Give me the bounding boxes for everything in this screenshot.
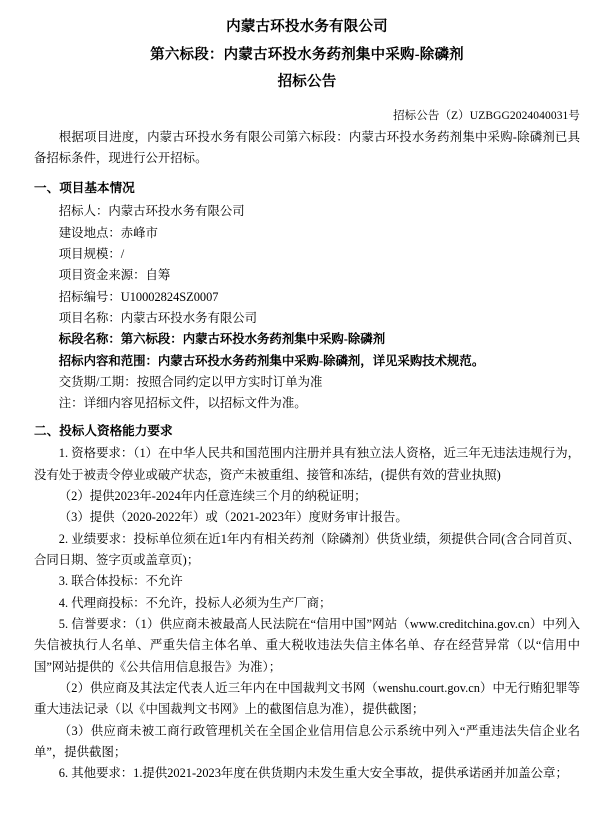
section-1-line-7: 标段名称：第六标段：内蒙古环投水务药剂集中采购-除磷剂 <box>58 332 386 347</box>
section-2-line-5: 3. 联合体投标：不允许 <box>58 574 183 589</box>
section-1-line-1: 招标人：内蒙古环投水务有限公司 <box>58 204 245 219</box>
section-2-line-9: （3）供应商未被工商行政管理机关在全国企业信用信息公示系统中列入“严重违法失信企业名单”，提供截图； <box>34 723 580 760</box>
section-1-line-6: 项目名称：内蒙古环投水务有限公司 <box>58 310 258 325</box>
section-2-line-3: （3）提供（2020-2022年）或（2021-2023年）度财务审计报告。 <box>58 510 408 525</box>
document-number: 招标公告（Z）UZBGG2024040031号 <box>393 109 580 122</box>
section-2-line-10: 6. 其他要求：1.提供2021-2023年度在供货期内未发生重大安全事故，提供承诺函并加盖公章； <box>58 766 568 781</box>
section-1-line-2: 建设地点：赤峰市 <box>58 225 158 240</box>
document-title-line-3: 招标公告 <box>277 74 337 91</box>
section-1-line-4: 项目资金来源：自筹 <box>58 268 171 283</box>
section-2-line-6: 4. 代理商投标：不允许，投标人必须为生产厂商； <box>58 595 332 610</box>
section-1-line-5: 招标编号：U10002824SZ0007 <box>58 289 219 304</box>
section-heading-1: 一、项目基本情况 <box>34 181 135 196</box>
section-1-line-8: 招标内容和范围：内蒙古环投水务药剂集中采购-除磷剂，详见采购技术规范。 <box>58 353 485 368</box>
section-1-line-9: 交货期/工期：按照合同约定以甲方实时订单为准 <box>58 374 323 389</box>
section-1-line-10: 注：详细内容见招标文件，以招标文件为准。 <box>58 396 307 411</box>
document-title-line-1: 内蒙古环投水务有限公司 <box>226 19 388 35</box>
section-2-line-7: 5. 信誉要求：（1）供应商未被最高人民法院在“信用中国”网站（www.creditchina.gov.cn）中列入失信被执行人名单、严重失信主体名单、重大税收违法失信主体名单、存在经营异常（以“信用中国”网站提供的《公共信用信息报告》为准）； <box>34 617 580 674</box>
section-2-line-4: 2. 业绩要求：投标单位须在近1年内有相关药剂（除磷剂）供货业绩，须提供合同(含合同首页、合同日期、签字页或盖章页)； <box>34 531 580 568</box>
section-2-line-8: （2）供应商及其法定代表人近三年内在中国裁判文书网（wenshu.court.gov.cn）中无行贿犯罪等重大违法记录（以《中国裁判文书网》上的截图信息为准），提供截图； <box>34 681 580 717</box>
section-2-line-2: （2）提供2023年-2024年内任意连续三个月的纳税证明； <box>58 489 367 504</box>
section-2-line-1: 1. 资格要求：（1）在中华人民共和国范围内注册并具有独立法人资格，近三年无违法违规行为，没有处于被责令停业或破产状态，资产未被重组、接管和冻结，(提供有效的营业执照) <box>34 446 580 482</box>
section-heading-2: 二、投标人资格能力要求 <box>34 423 173 438</box>
intro-paragraph: 根据项目进度，内蒙古环投水务有限公司第六标段：内蒙古环投水务药剂集中采购-除磷剂已具备招标条件，现进行公开招标。 <box>34 129 580 165</box>
section-1-line-3: 项目规模：/ <box>58 246 125 261</box>
document-title-line-2: 第六标段：内蒙古环投水务药剂集中采购-除磷剂 <box>150 46 464 63</box>
